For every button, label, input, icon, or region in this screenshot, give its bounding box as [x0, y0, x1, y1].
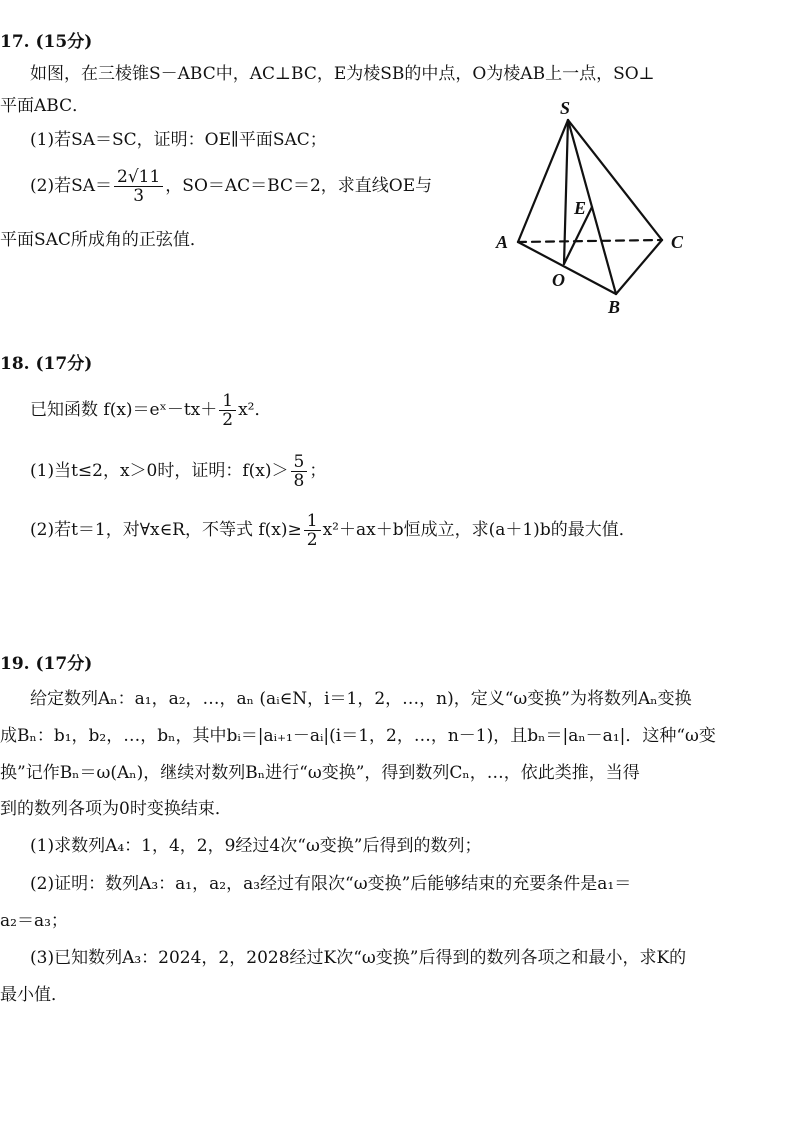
q17-part-2-text-pre: (2)若SA＝ — [30, 176, 113, 196]
fraction-denominator: 2 — [222, 410, 234, 430]
q18-intro-fraction — [219, 392, 236, 429]
fraction-numerator: 1 — [304, 512, 321, 531]
label-S: S — [560, 98, 571, 118]
q19-part-2-line-1: (2)证明：数列A₃：a₁，a₂，a₃经过有限次“ω变换”后能够结束的充要条件是a₁＝ — [30, 874, 632, 894]
label-A: A — [496, 232, 509, 252]
q18-part-2-text-pre: (2)若t＝1，对∀x∈R，不等式 f(x)≥ — [30, 520, 302, 540]
q17-part-2-fraction — [114, 168, 163, 205]
q18-part-1-text-pre: (1)当t≤2，x＞0时，证明：f(x)＞ — [30, 461, 289, 481]
fraction-numerator: 1 — [219, 392, 236, 411]
edge-SA — [518, 120, 568, 242]
q19-intro-line-1: 给定数列Aₙ：a₁，a₂，…，aₙ (aᵢ∈N，i＝1，2，…，n)，定义“ω变换”为将数列Aₙ变换 — [30, 689, 692, 709]
label-E: E — [574, 198, 587, 218]
q19-part-1: (1)求数列A₄：1，4，2，9经过4次“ω变换”后得到的数列； — [30, 836, 482, 856]
q19-part-3-line-1: (3)已知数列A₃：2024，2，2028经过K次“ω变换”后得到的数列各项之和最小，求K的 — [30, 948, 687, 968]
q18-intro — [30, 392, 271, 429]
fraction-numerator: 5 — [291, 453, 308, 472]
tetrahedron-figure — [490, 96, 700, 318]
q17-part-2-continued: 平面SAC所成角的正弦值． — [0, 230, 207, 250]
edge-CB — [616, 240, 662, 294]
label-C: C — [671, 232, 684, 252]
q19-intro-line-4: 到的数列各项为0时变换结束． — [0, 799, 232, 819]
q18-part-1 — [30, 453, 326, 490]
q18-intro-text-post: x²． — [238, 400, 272, 420]
label-O: O — [552, 270, 565, 290]
edge-AB — [518, 242, 616, 294]
q19-intro-line-3: 换”记作Bₙ＝ω(Aₙ)，继续对数列Bₙ进行“ω变换”，得到数列Cₙ，…，依此类推，当得 — [0, 763, 640, 783]
edge-AC-hidden — [518, 240, 662, 242]
q17-part-2 — [30, 168, 432, 205]
q18-part-1-fraction — [291, 453, 308, 490]
q17-intro-line-2: 平面ABC． — [0, 96, 90, 116]
q18-heading: 18. (17分) — [0, 354, 93, 374]
q18-part-1-text-post: ； — [309, 461, 327, 481]
q18-part-2-text-post: x²＋ax＋b恒成立，求(a＋1)b的最大值． — [322, 520, 636, 540]
edge-SC — [568, 120, 662, 240]
fraction-denominator: 3 — [133, 186, 145, 206]
fraction-denominator: 2 — [306, 530, 318, 550]
q18-part-2 — [30, 512, 636, 549]
q18-part-2-fraction — [304, 512, 321, 549]
fraction-denominator: 8 — [293, 471, 305, 491]
q19-heading: 19. (17分) — [0, 654, 93, 674]
q18-intro-text-pre: 已知函数 f(x)＝eˣ－tx＋ — [30, 400, 218, 420]
q17-heading: 17. (15分) — [0, 32, 93, 52]
fraction-numerator: 2√11 — [114, 168, 163, 187]
q19-intro-line-2: 成Bₙ：b₁，b₂，…，bₙ，其中bᵢ＝|aᵢ₊₁－aᵢ|(i＝1，2，…，n－1)，且bₙ＝|aₙ－a₁|．这种“ω变 — [0, 726, 716, 746]
q17-intro-line-1: 如图，在三棱锥S－ABC中，AC⊥BC，E为棱SB的中点，O为棱AB上一点，SO⊥ — [30, 64, 655, 84]
label-B: B — [608, 297, 621, 317]
q17-part-1: (1)若SA＝SC，证明：OE∥平面SAC； — [30, 130, 327, 150]
q19-part-3-line-2: 最小值． — [0, 985, 68, 1005]
q17-part-2-text-post: ，SO＝AC＝BC＝2，求直线OE与 — [165, 176, 433, 196]
q19-part-2-line-2: a₂＝a₃； — [0, 911, 68, 931]
